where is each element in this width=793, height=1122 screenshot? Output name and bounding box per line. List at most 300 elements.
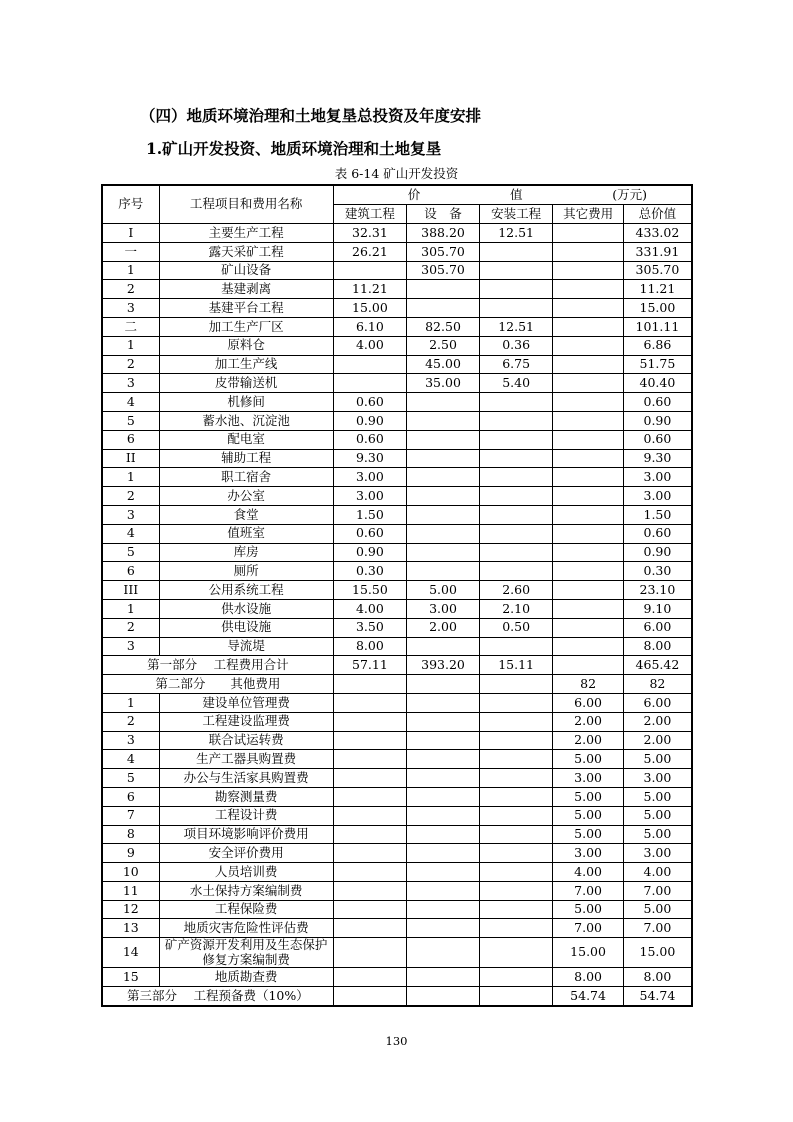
- row-seq: 5: [102, 543, 159, 562]
- part1-build: 57.11: [333, 656, 406, 675]
- row-total-value: 15.00: [623, 299, 692, 318]
- row-seq: 9: [102, 844, 159, 863]
- row-item-name: 基建剥离: [159, 280, 333, 299]
- row-equip-cost: [407, 787, 480, 806]
- row-other-cost: [553, 449, 624, 468]
- row-build-cost: [333, 374, 406, 393]
- row-equip-cost: [407, 543, 480, 562]
- row-install-cost: 5.40: [479, 374, 552, 393]
- row-equip-cost: [407, 806, 480, 825]
- row-total-value: 4.00: [623, 863, 692, 882]
- row-total-value: 3.00: [623, 769, 692, 788]
- row-total-value: 8.00: [623, 637, 692, 656]
- row-other-cost: 4.00: [553, 863, 624, 882]
- part1-total: 465.42: [623, 656, 692, 675]
- row-total-value: 0.60: [623, 393, 692, 412]
- row-other-cost: 5.00: [553, 825, 624, 844]
- row-item-name: 厕所: [159, 562, 333, 581]
- row-item-name: 工程设计费: [159, 806, 333, 825]
- table-row-part1-total: [102, 656, 692, 675]
- row-total-value: 3.00: [623, 468, 692, 487]
- row-item-name: 供电设施: [159, 618, 333, 637]
- row-seq: 6: [102, 562, 159, 581]
- row-install-cost: [479, 881, 552, 900]
- row-other-cost: [553, 505, 624, 524]
- row-seq: 15: [102, 968, 159, 987]
- row-equip-cost: 2.00: [407, 618, 480, 637]
- row-equip-cost: [407, 524, 480, 543]
- table-summary-part3: [102, 986, 692, 1005]
- row-item-name: 地质灾害危险性评估费: [159, 919, 333, 938]
- row-build-cost: [333, 787, 406, 806]
- row-equip-cost: [407, 637, 480, 656]
- part1-equip: 393.20: [407, 656, 480, 675]
- row-total-value: 101.11: [623, 317, 692, 336]
- row-item-name: 地质勘查费: [159, 968, 333, 987]
- row-item-name: 联合试运转费: [159, 731, 333, 750]
- row-item-name: 公用系统工程: [159, 581, 333, 600]
- row-equip-cost: [407, 411, 480, 430]
- row-build-cost: [333, 261, 406, 280]
- part2-total: 82: [623, 675, 692, 694]
- row-other-cost: [553, 374, 624, 393]
- row-build-cost: 1.50: [333, 505, 406, 524]
- row-other-cost: [553, 336, 624, 355]
- table-row: [102, 224, 692, 243]
- row-item-name: 露天采矿工程: [159, 242, 333, 261]
- row-other-cost: 2.00: [553, 731, 624, 750]
- row-seq: 13: [102, 919, 159, 938]
- row-total-value: 0.60: [623, 430, 692, 449]
- row-install-cost: [479, 769, 552, 788]
- row-build-cost: 3.00: [333, 487, 406, 506]
- row-other-cost: [553, 581, 624, 600]
- row-equip-cost: [407, 844, 480, 863]
- table-row: [102, 242, 692, 261]
- subsection-heading: 1.矿山开发投资、地质环境治理和土地复垦: [146, 139, 442, 158]
- row-install-cost: [479, 787, 552, 806]
- row-build-cost: [333, 968, 406, 987]
- table-row: [102, 863, 692, 882]
- row-install-cost: 6.75: [479, 355, 552, 374]
- row-other-cost: [553, 468, 624, 487]
- table-row: [102, 468, 692, 487]
- row-seq: 6: [102, 430, 159, 449]
- table-row: [102, 787, 692, 806]
- row-other-cost: 8.00: [553, 968, 624, 987]
- row-install-cost: [479, 543, 552, 562]
- row-equip-cost: [407, 449, 480, 468]
- part1-label: 第一部分 工程费用合计: [102, 656, 333, 675]
- row-item-name: 供水设施: [159, 599, 333, 618]
- part3-other: 54.74: [553, 986, 624, 1005]
- row-build-cost: [333, 900, 406, 919]
- row-install-cost: [479, 411, 552, 430]
- row-total-value: 433.02: [623, 224, 692, 243]
- row-install-cost: [479, 430, 552, 449]
- row-seq: 2: [102, 618, 159, 637]
- row-item-name: 值班室: [159, 524, 333, 543]
- row-item-name: 食堂: [159, 505, 333, 524]
- row-equip-cost: 305.70: [407, 242, 480, 261]
- row-other-cost: [553, 524, 624, 543]
- table-row: [102, 393, 692, 412]
- table-row: [102, 825, 692, 844]
- row-install-cost: 12.51: [479, 317, 552, 336]
- row-other-cost: [553, 261, 624, 280]
- part3-equip: [407, 986, 480, 1005]
- row-total-value: 0.90: [623, 411, 692, 430]
- row-total-value: 6.86: [623, 336, 692, 355]
- row-item-name: 主要生产工程: [159, 224, 333, 243]
- part1-other: [553, 656, 624, 675]
- row-equip-cost: [407, 968, 480, 987]
- row-item-name: 原料仓: [159, 336, 333, 355]
- row-item-name: 水土保持方案编制费: [159, 881, 333, 900]
- row-item-name: 蓄水池、沉淀池: [159, 411, 333, 430]
- row-equip-cost: [407, 769, 480, 788]
- row-install-cost: [479, 487, 552, 506]
- part3-build: [333, 986, 406, 1005]
- header-item: 工程项目和费用名称: [159, 185, 333, 224]
- row-other-cost: 5.00: [553, 750, 624, 769]
- header-total: 总价值: [623, 205, 692, 224]
- header-price-group: [333, 185, 692, 205]
- part2-build: [333, 675, 406, 694]
- row-total-value: 23.10: [623, 581, 692, 600]
- row-seq: 3: [102, 505, 159, 524]
- row-build-cost: [333, 693, 406, 712]
- table-row: [102, 449, 692, 468]
- row-install-cost: [479, 261, 552, 280]
- row-install-cost: [479, 505, 552, 524]
- row-build-cost: 3.50: [333, 618, 406, 637]
- row-seq: 3: [102, 299, 159, 318]
- row-build-cost: [333, 750, 406, 769]
- row-equip-cost: [407, 938, 480, 968]
- row-total-value: 40.40: [623, 374, 692, 393]
- row-seq: 5: [102, 411, 159, 430]
- row-seq: 4: [102, 393, 159, 412]
- row-build-cost: 8.00: [333, 637, 406, 656]
- table-row: [102, 750, 692, 769]
- row-install-cost: [479, 299, 552, 318]
- row-seq: 4: [102, 524, 159, 543]
- row-total-value: 5.00: [623, 787, 692, 806]
- row-total-value: 0.30: [623, 562, 692, 581]
- row-total-value: 15.00: [623, 938, 692, 968]
- header-seq: 序号: [102, 185, 159, 224]
- row-item-name: 辅助工程: [159, 449, 333, 468]
- row-build-cost: 0.60: [333, 430, 406, 449]
- row-install-cost: [479, 393, 552, 412]
- row-seq: 6: [102, 787, 159, 806]
- row-other-cost: 3.00: [553, 844, 624, 863]
- row-total-value: 5.00: [623, 806, 692, 825]
- row-build-cost: 6.10: [333, 317, 406, 336]
- row-other-cost: [553, 224, 624, 243]
- table-caption: 表 6-14 矿山开发投资: [334, 166, 459, 181]
- row-item-name: 基建平台工程: [159, 299, 333, 318]
- row-seq: 2: [102, 280, 159, 299]
- row-build-cost: 0.90: [333, 411, 406, 430]
- part2-equip: [407, 675, 480, 694]
- row-equip-cost: [407, 919, 480, 938]
- table-row: [102, 524, 692, 543]
- row-other-cost: [553, 299, 624, 318]
- table-row: [102, 844, 692, 863]
- row-build-cost: [333, 355, 406, 374]
- header-other: 其它费用: [553, 205, 624, 224]
- page-number: 130: [385, 1034, 408, 1048]
- row-total-value: 305.70: [623, 261, 692, 280]
- row-install-cost: [479, 900, 552, 919]
- row-build-cost: 0.30: [333, 562, 406, 581]
- row-item-name: 职工宿舍: [159, 468, 333, 487]
- row-other-cost: [553, 562, 624, 581]
- table-row: [102, 562, 692, 581]
- table-row: [102, 599, 692, 618]
- row-equip-cost: [407, 900, 480, 919]
- row-install-cost: [479, 825, 552, 844]
- row-build-cost: [333, 731, 406, 750]
- row-other-cost: [553, 637, 624, 656]
- row-other-cost: [553, 430, 624, 449]
- row-install-cost: 0.50: [479, 618, 552, 637]
- row-other-cost: [553, 487, 624, 506]
- row-install-cost: [479, 750, 552, 769]
- row-item-name: 项目环境影响评价费用: [159, 825, 333, 844]
- row-equip-cost: 35.00: [407, 374, 480, 393]
- row-item-name: 加工生产厂区: [159, 317, 333, 336]
- row-seq: 11: [102, 881, 159, 900]
- row-seq: 1: [102, 336, 159, 355]
- row-item-name: 生产工器具购置费: [159, 750, 333, 769]
- row-install-cost: [479, 449, 552, 468]
- part2-other: 82: [553, 675, 624, 694]
- row-install-cost: 0.36: [479, 336, 552, 355]
- row-equip-cost: 2.50: [407, 336, 480, 355]
- table-header: [102, 185, 692, 224]
- row-item-name: 安全评价费用: [159, 844, 333, 863]
- table-row: [102, 374, 692, 393]
- row-total-value: 2.00: [623, 731, 692, 750]
- row-total-value: 8.00: [623, 968, 692, 987]
- part2-label: 第二部分 其他费用: [102, 675, 333, 694]
- row-equip-cost: 3.00: [407, 599, 480, 618]
- row-total-value: 3.00: [623, 844, 692, 863]
- row-seq: 1: [102, 693, 159, 712]
- row-equip-cost: [407, 731, 480, 750]
- row-equip-cost: [407, 280, 480, 299]
- table-row: [102, 261, 692, 280]
- table-row: [102, 769, 692, 788]
- row-total-value: 331.91: [623, 242, 692, 261]
- row-item-name: 加工生产线: [159, 355, 333, 374]
- row-seq: 3: [102, 731, 159, 750]
- row-build-cost: 15.00: [333, 299, 406, 318]
- row-build-cost: [333, 712, 406, 731]
- row-other-cost: 6.00: [553, 693, 624, 712]
- table-row: [102, 430, 692, 449]
- row-build-cost: 11.21: [333, 280, 406, 299]
- row-seq: 2: [102, 355, 159, 374]
- row-build-cost: [333, 806, 406, 825]
- row-install-cost: 2.10: [479, 599, 552, 618]
- row-seq: 10: [102, 863, 159, 882]
- row-other-cost: 5.00: [553, 787, 624, 806]
- row-equip-cost: [407, 562, 480, 581]
- row-total-value: 7.00: [623, 881, 692, 900]
- row-build-cost: 9.30: [333, 449, 406, 468]
- table-row: [102, 280, 692, 299]
- row-item-name: 工程建设监理费: [159, 712, 333, 731]
- table-summary-part1: [102, 656, 692, 694]
- row-build-cost: 15.50: [333, 581, 406, 600]
- row-seq: 1: [102, 261, 159, 280]
- table-row: [102, 299, 692, 318]
- row-install-cost: [479, 731, 552, 750]
- row-equip-cost: 305.70: [407, 261, 480, 280]
- row-item-name: 矿山设备: [159, 261, 333, 280]
- row-seq: 3: [102, 637, 159, 656]
- row-other-cost: [553, 280, 624, 299]
- row-build-cost: [333, 881, 406, 900]
- row-other-cost: [553, 599, 624, 618]
- row-item-name: 矿产资源开发利用及生态保护修复方案编制费: [159, 938, 333, 968]
- header-build: 建筑工程: [333, 205, 406, 224]
- header-price-a: 价: [407, 186, 421, 202]
- row-item-name: 建设单位管理费: [159, 693, 333, 712]
- table-row: [102, 938, 692, 968]
- row-equip-cost: [407, 468, 480, 487]
- row-seq: 3: [102, 374, 159, 393]
- table-row: [102, 919, 692, 938]
- row-other-cost: [553, 618, 624, 637]
- table-row: [102, 618, 692, 637]
- row-equip-cost: [407, 299, 480, 318]
- table-row: [102, 487, 692, 506]
- part1-install: 15.11: [479, 656, 552, 675]
- table-body-part2: [102, 693, 692, 986]
- row-seq: II: [102, 449, 159, 468]
- row-total-value: 51.75: [623, 355, 692, 374]
- table-row: [102, 968, 692, 987]
- row-equip-cost: [407, 505, 480, 524]
- table-row: [102, 355, 692, 374]
- table-row: [102, 806, 692, 825]
- part2-install: [479, 675, 552, 694]
- row-seq: 12: [102, 900, 159, 919]
- row-build-cost: 0.90: [333, 543, 406, 562]
- row-build-cost: 3.00: [333, 468, 406, 487]
- row-equip-cost: [407, 487, 480, 506]
- row-seq: 5: [102, 769, 159, 788]
- row-item-name: 勘察测量费: [159, 787, 333, 806]
- row-total-value: 1.50: [623, 505, 692, 524]
- row-build-cost: 4.00: [333, 599, 406, 618]
- investment-table: [101, 184, 693, 1007]
- row-install-cost: [479, 693, 552, 712]
- row-other-cost: [553, 543, 624, 562]
- row-total-value: 9.10: [623, 599, 692, 618]
- table-row: [102, 411, 692, 430]
- table-row: [102, 900, 692, 919]
- row-total-value: 11.21: [623, 280, 692, 299]
- row-install-cost: [479, 919, 552, 938]
- row-other-cost: [553, 355, 624, 374]
- row-seq: 2: [102, 487, 159, 506]
- row-item-name: 机修间: [159, 393, 333, 412]
- row-other-cost: 15.00: [553, 938, 624, 968]
- row-other-cost: 5.00: [553, 806, 624, 825]
- row-other-cost: [553, 393, 624, 412]
- row-other-cost: 5.00: [553, 900, 624, 919]
- table-row: [102, 505, 692, 524]
- row-item-name: 工程保险费: [159, 900, 333, 919]
- row-build-cost: 0.60: [333, 393, 406, 412]
- table-row: [102, 731, 692, 750]
- row-equip-cost: [407, 750, 480, 769]
- row-total-value: 9.30: [623, 449, 692, 468]
- row-install-cost: [479, 844, 552, 863]
- row-total-value: 2.00: [623, 712, 692, 731]
- row-install-cost: [479, 637, 552, 656]
- table-row: [102, 637, 692, 656]
- row-item-name: 库房: [159, 543, 333, 562]
- table-body-part1: [102, 224, 692, 656]
- row-seq: III: [102, 581, 159, 600]
- row-item-name: 办公与生活家具购置费: [159, 769, 333, 788]
- row-other-cost: 3.00: [553, 769, 624, 788]
- row-build-cost: [333, 844, 406, 863]
- row-install-cost: [479, 806, 552, 825]
- row-equip-cost: [407, 863, 480, 882]
- row-total-value: 3.00: [623, 487, 692, 506]
- row-item-name: 导流堤: [159, 637, 333, 656]
- row-seq: 2: [102, 712, 159, 731]
- row-item-name: 皮带输送机: [159, 374, 333, 393]
- table-row: [102, 712, 692, 731]
- row-install-cost: [479, 863, 552, 882]
- row-total-value: 5.00: [623, 750, 692, 769]
- table-row-part2-total: [102, 675, 692, 694]
- row-build-cost: 4.00: [333, 336, 406, 355]
- row-install-cost: 12.51: [479, 224, 552, 243]
- row-install-cost: [479, 562, 552, 581]
- row-item-name: 人员培训费: [159, 863, 333, 882]
- row-build-cost: [333, 769, 406, 788]
- header-equip: 设 备: [407, 205, 480, 224]
- row-install-cost: [479, 468, 552, 487]
- row-other-cost: 7.00: [553, 881, 624, 900]
- row-build-cost: [333, 919, 406, 938]
- row-build-cost: [333, 938, 406, 968]
- row-other-cost: [553, 411, 624, 430]
- row-seq: I: [102, 224, 159, 243]
- row-equip-cost: [407, 430, 480, 449]
- part3-label: 第三部分 工程预备费（10%）: [102, 986, 333, 1005]
- row-equip-cost: [407, 881, 480, 900]
- row-install-cost: [479, 242, 552, 261]
- header-price-b: 值: [509, 186, 523, 202]
- row-equip-cost: 388.20: [407, 224, 480, 243]
- row-seq: 4: [102, 750, 159, 769]
- header-unit: (万元): [612, 186, 647, 202]
- table-row: [102, 881, 692, 900]
- header-install: 安装工程: [479, 205, 552, 224]
- row-total-value: 7.00: [623, 919, 692, 938]
